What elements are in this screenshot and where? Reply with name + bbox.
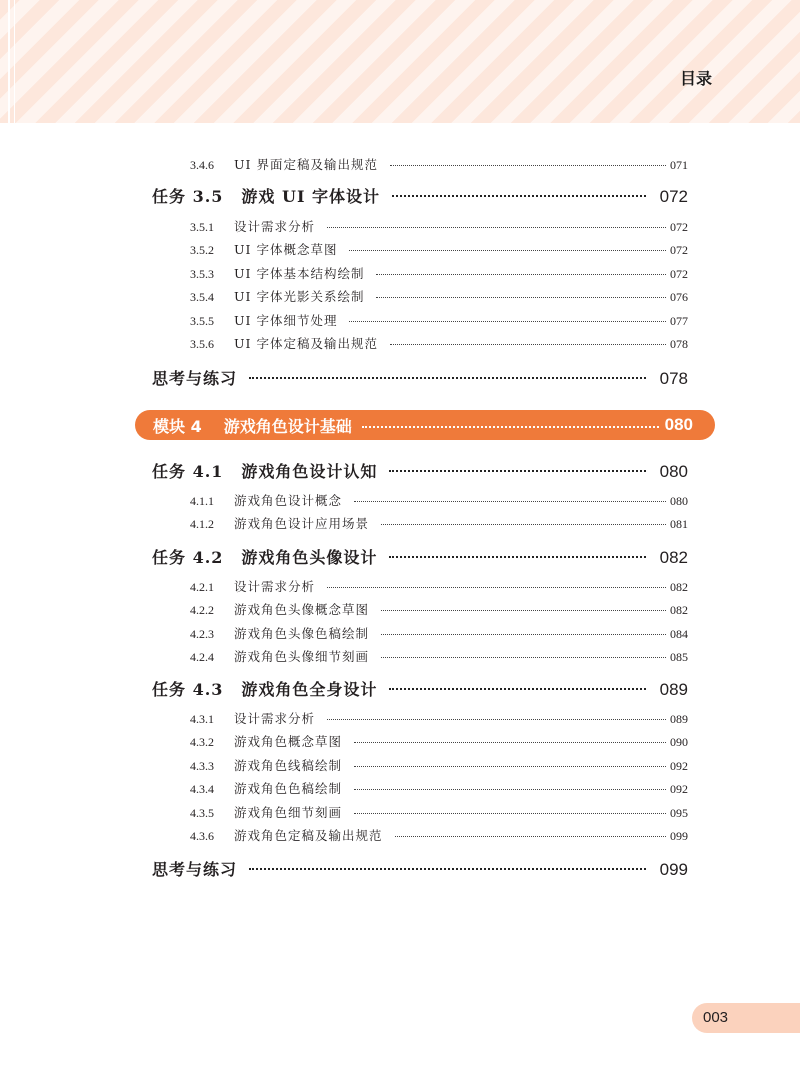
- toc-entry[interactable]: [190, 732, 688, 750]
- dot-leader: [249, 868, 646, 870]
- entry-page: 099: [670, 829, 688, 843]
- entry-page: 072: [670, 267, 688, 281]
- entry-page: 095: [670, 806, 688, 820]
- dot-leader: [389, 470, 645, 472]
- task-label: 任务 3.5: [152, 187, 224, 206]
- entry-page: 092: [670, 759, 688, 773]
- toc-exercise-4[interactable]: [152, 857, 688, 880]
- entry-number: 3.5.1: [190, 220, 214, 234]
- toc-entry[interactable]: [190, 647, 688, 665]
- exercise-title: 思考与练习: [152, 860, 238, 879]
- entry-title: 游戏角色定稿及输出规范: [234, 828, 383, 843]
- dot-leader: [392, 195, 646, 197]
- entry-number: 4.3.2: [190, 735, 214, 749]
- entry-number: 3.5.5: [190, 314, 214, 328]
- dot-leader: [327, 719, 666, 720]
- entry-number: 4.3.5: [190, 806, 214, 820]
- entry-title: 游戏角色线稿绘制: [234, 758, 343, 773]
- dot-leader: [376, 274, 666, 275]
- exercise-title: 思考与练习: [152, 369, 238, 388]
- entry-number: 3.4.6: [190, 158, 214, 172]
- dot-leader: [354, 766, 666, 767]
- dot-leader: [354, 501, 666, 502]
- task-title: 游戏角色头像设计: [241, 548, 378, 567]
- dot-leader: [349, 321, 666, 322]
- entry-title: 游戏角色设计概念: [234, 493, 343, 508]
- dot-leader: [389, 688, 645, 690]
- entry-title: 设计需求分析: [234, 579, 316, 594]
- header-band: [0, 0, 800, 123]
- dot-leader: [395, 836, 666, 837]
- toc-entry[interactable]: [190, 624, 688, 642]
- entry-page: 076: [670, 290, 688, 304]
- dot-leader: [354, 813, 666, 814]
- toc-entry[interactable]: [190, 311, 688, 329]
- entry-page: 072: [670, 243, 688, 257]
- task-label: 任务 4.3: [152, 680, 224, 699]
- entry-title: 游戏角色头像色稿绘制: [234, 626, 370, 641]
- entry-title: 游戏角色细节刻画: [234, 805, 343, 820]
- task-page: 080: [659, 462, 688, 481]
- dot-leader: [381, 524, 666, 525]
- toc-entry[interactable]: [190, 577, 688, 595]
- module-4-banner[interactable]: [135, 410, 715, 440]
- entry-page: 072: [670, 220, 688, 234]
- entry-title: 游戏角色概念草图: [234, 734, 343, 749]
- dot-leader: [362, 426, 659, 428]
- entry-number: 3.5.4: [190, 290, 214, 304]
- entry-title: UI 字体概念草图: [234, 242, 338, 257]
- entry-title: UI 界面定稿及输出规范: [234, 157, 378, 172]
- entry-page: 081: [670, 517, 688, 531]
- toc-entry[interactable]: [190, 826, 688, 844]
- dot-leader: [390, 344, 666, 345]
- entry-page: 082: [670, 603, 688, 617]
- entry-title: 设计需求分析: [234, 219, 316, 234]
- task-label: 任务 4.2: [152, 548, 224, 567]
- entry-number: 4.2.4: [190, 650, 214, 664]
- entry-title: 游戏角色头像细节刻画: [234, 649, 370, 664]
- task-label: 任务 4.1: [152, 462, 224, 481]
- entry-page: 092: [670, 782, 688, 796]
- toc-task-4-2[interactable]: [152, 545, 688, 568]
- task-page: 089: [659, 680, 688, 699]
- toc-entry[interactable]: [190, 334, 688, 352]
- page-number: 003: [703, 1009, 729, 1026]
- toc-task-4-1[interactable]: [152, 459, 688, 482]
- entry-number: 3.5.6: [190, 337, 214, 351]
- entry-page: 078: [670, 337, 688, 351]
- header-rule: [8, 0, 10, 123]
- toc-entry[interactable]: [190, 600, 688, 618]
- module-label: 模块 4: [153, 416, 202, 436]
- dot-leader: [381, 610, 666, 611]
- task-title: 游戏 UI 字体设计: [241, 187, 381, 206]
- toc-entry[interactable]: [190, 264, 688, 282]
- toc-exercise-3[interactable]: [152, 366, 688, 389]
- dot-leader: [389, 556, 645, 558]
- entry-number: 4.3.1: [190, 712, 214, 726]
- entry-number: 4.3.4: [190, 782, 214, 796]
- entry-number: 4.2.3: [190, 627, 214, 641]
- dot-leader: [381, 634, 666, 635]
- toc-entry[interactable]: [190, 217, 688, 235]
- task-title: 游戏角色设计认知: [241, 462, 378, 481]
- entry-title: UI 字体细节处理: [234, 313, 338, 328]
- task-page: 082: [659, 548, 688, 567]
- entry-page: 077: [670, 314, 688, 328]
- entry-page: 080: [670, 494, 688, 508]
- module-page: 080: [664, 415, 693, 434]
- entry-page: 085: [670, 650, 688, 664]
- entry-number: 4.2.2: [190, 603, 214, 617]
- entry-number: 4.2.1: [190, 580, 214, 594]
- toc-entry[interactable]: [190, 709, 688, 727]
- entry-number: 3.5.2: [190, 243, 214, 257]
- task-page: 072: [659, 187, 688, 206]
- toc-entry[interactable]: [190, 240, 688, 258]
- toc-entry[interactable]: [190, 779, 688, 797]
- exercise-page: 099: [659, 860, 688, 879]
- toc-entry[interactable]: [190, 514, 688, 532]
- dot-leader: [354, 742, 666, 743]
- entry-title: UI 字体光影关系绘制: [234, 289, 365, 304]
- entry-page: 089: [670, 712, 688, 726]
- module-title: 游戏角色设计基础: [223, 416, 352, 436]
- entry-page: 090: [670, 735, 688, 749]
- toc-entry[interactable]: [190, 287, 688, 305]
- dot-leader: [349, 250, 666, 251]
- dot-leader: [376, 297, 666, 298]
- entry-number: 3.5.3: [190, 267, 214, 281]
- page-title: 目录: [679, 69, 712, 88]
- entry-number: 4.1.1: [190, 494, 214, 508]
- entry-number: 4.3.3: [190, 759, 214, 773]
- entry-page: 071: [670, 158, 688, 172]
- dot-leader: [327, 587, 666, 588]
- toc-entry[interactable]: [190, 803, 688, 821]
- exercise-page: 078: [659, 369, 688, 388]
- entry-title: 游戏角色头像概念草图: [234, 602, 370, 617]
- dot-leader: [381, 657, 666, 658]
- dot-leader: [390, 165, 666, 166]
- entry-page: 082: [670, 580, 688, 594]
- entry-page: 084: [670, 627, 688, 641]
- entry-title: UI 字体基本结构绘制: [234, 266, 365, 281]
- toc-entry[interactable]: [190, 491, 688, 509]
- toc-task-3-5[interactable]: [152, 184, 688, 207]
- entry-title: 游戏角色色稿绘制: [234, 781, 343, 796]
- toc-entry[interactable]: [190, 155, 688, 173]
- toc-entry[interactable]: [190, 756, 688, 774]
- entry-number: 4.3.6: [190, 829, 214, 843]
- entry-number: 4.1.2: [190, 517, 214, 531]
- toc-task-4-3[interactable]: [152, 677, 688, 700]
- dot-leader: [249, 377, 646, 379]
- entry-title: 游戏角色设计应用场景: [234, 516, 370, 531]
- entry-title: UI 字体定稿及输出规范: [234, 336, 378, 351]
- dot-leader: [354, 789, 666, 790]
- dot-leader: [327, 227, 666, 228]
- task-title: 游戏角色全身设计: [241, 680, 378, 699]
- entry-title: 设计需求分析: [234, 711, 316, 726]
- header-rule-thin: [14, 0, 15, 123]
